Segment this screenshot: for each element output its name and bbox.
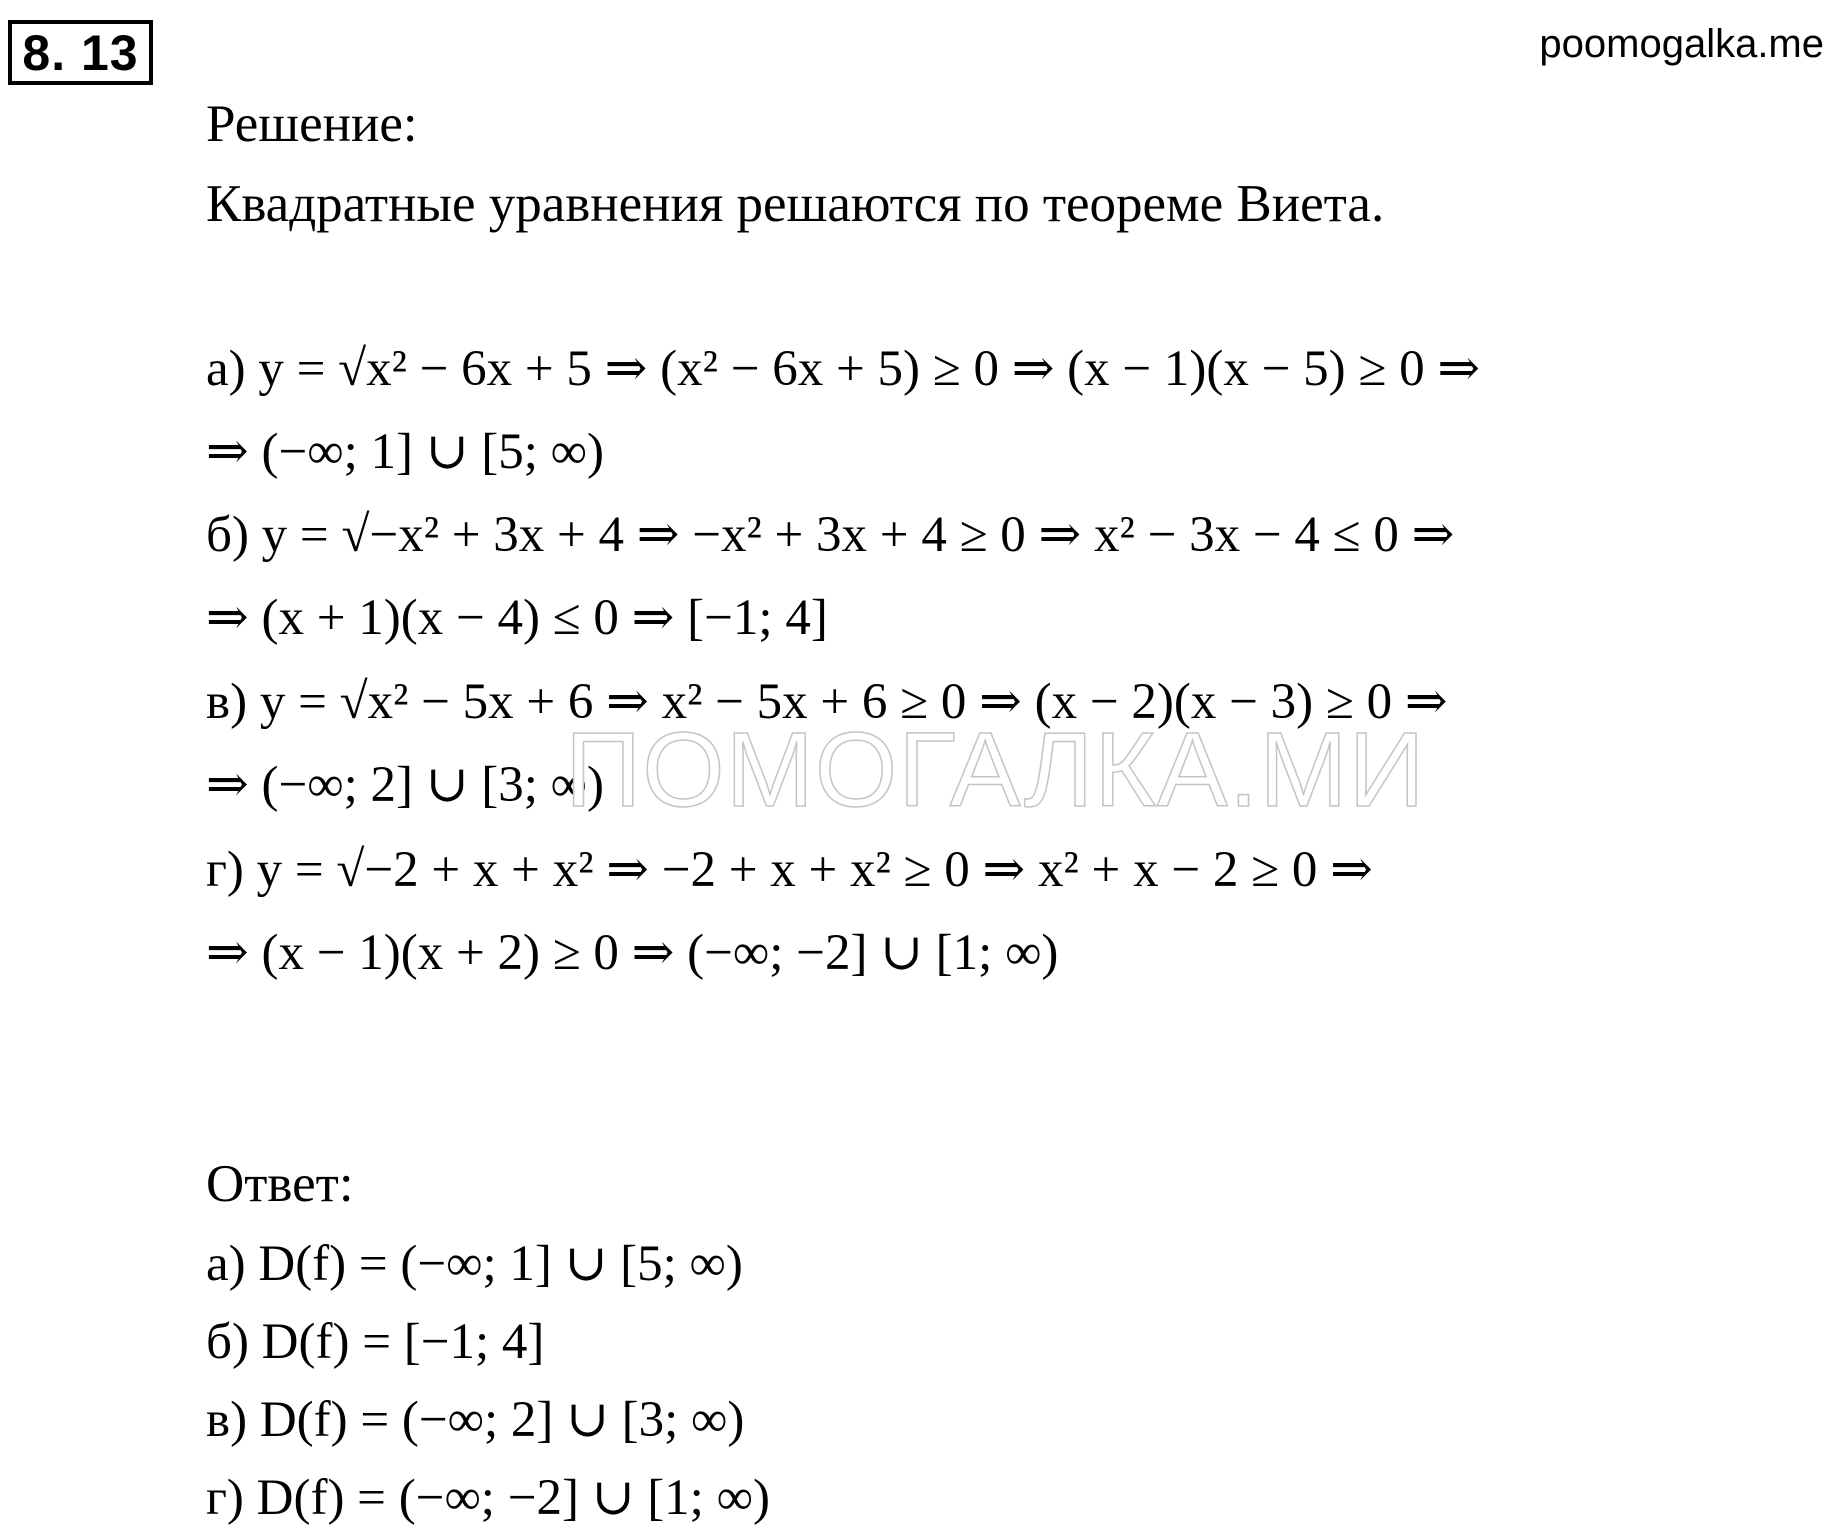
solution-line-a1: а) y = √x² − 6x + 5 ⇒ (x² − 6x + 5) ≥ 0 ⇒ (x − 1)(x − 5) ≥ 0 ⇒ <box>206 341 1481 397</box>
answer-title: Ответ: <box>206 1155 354 1213</box>
solution-line-b2: ⇒ (x + 1)(x − 4) ≤ 0 ⇒ [−1; 4] <box>206 590 828 646</box>
solution-title: Решение: <box>206 95 418 153</box>
solution-line-a2: ⇒ (−∞; 1] ∪ [5; ∞) <box>206 424 604 480</box>
solution-intro: Квадратные уравнения решаются по теореме Виета. <box>206 175 1385 233</box>
answer-line-g: г) D(f) = (−∞; −2] ∪ [1; ∞) <box>206 1470 770 1526</box>
solution-line-b1: б) y = √−x² + 3x + 4 ⇒ −x² + 3x + 4 ≥ 0 ⇒ x² − 3x − 4 ≤ 0 ⇒ <box>206 507 1455 563</box>
watermark: ПОМОГАЛКА.МИ <box>565 711 1426 829</box>
answer-line-a: а) D(f) = (−∞; 1] ∪ [5; ∞) <box>206 1236 743 1292</box>
solution-line-g1: г) y = √−2 + x + x² ⇒ −2 + x + x² ≥ 0 ⇒ x² + x − 2 ≥ 0 ⇒ <box>206 842 1373 898</box>
problem-number: 8. 13 <box>8 20 153 85</box>
solution-line-v1: в) y = √x² − 5x + 6 ⇒ x² − 5x + 6 ≥ 0 ⇒ (x − 2)(x − 3) ≥ 0 ⇒ <box>206 674 1448 730</box>
solution-line-v2: ⇒ (−∞; 2] ∪ [3; ∞) <box>206 757 604 813</box>
answer-line-v: в) D(f) = (−∞; 2] ∪ [3; ∞) <box>206 1392 745 1448</box>
solution-line-g2: ⇒ (x − 1)(x + 2) ≥ 0 ⇒ (−∞; −2] ∪ [1; ∞) <box>206 925 1059 981</box>
site-label: poomogalka.me <box>1539 22 1824 66</box>
answer-line-b: б) D(f) = [−1; 4] <box>206 1314 545 1370</box>
